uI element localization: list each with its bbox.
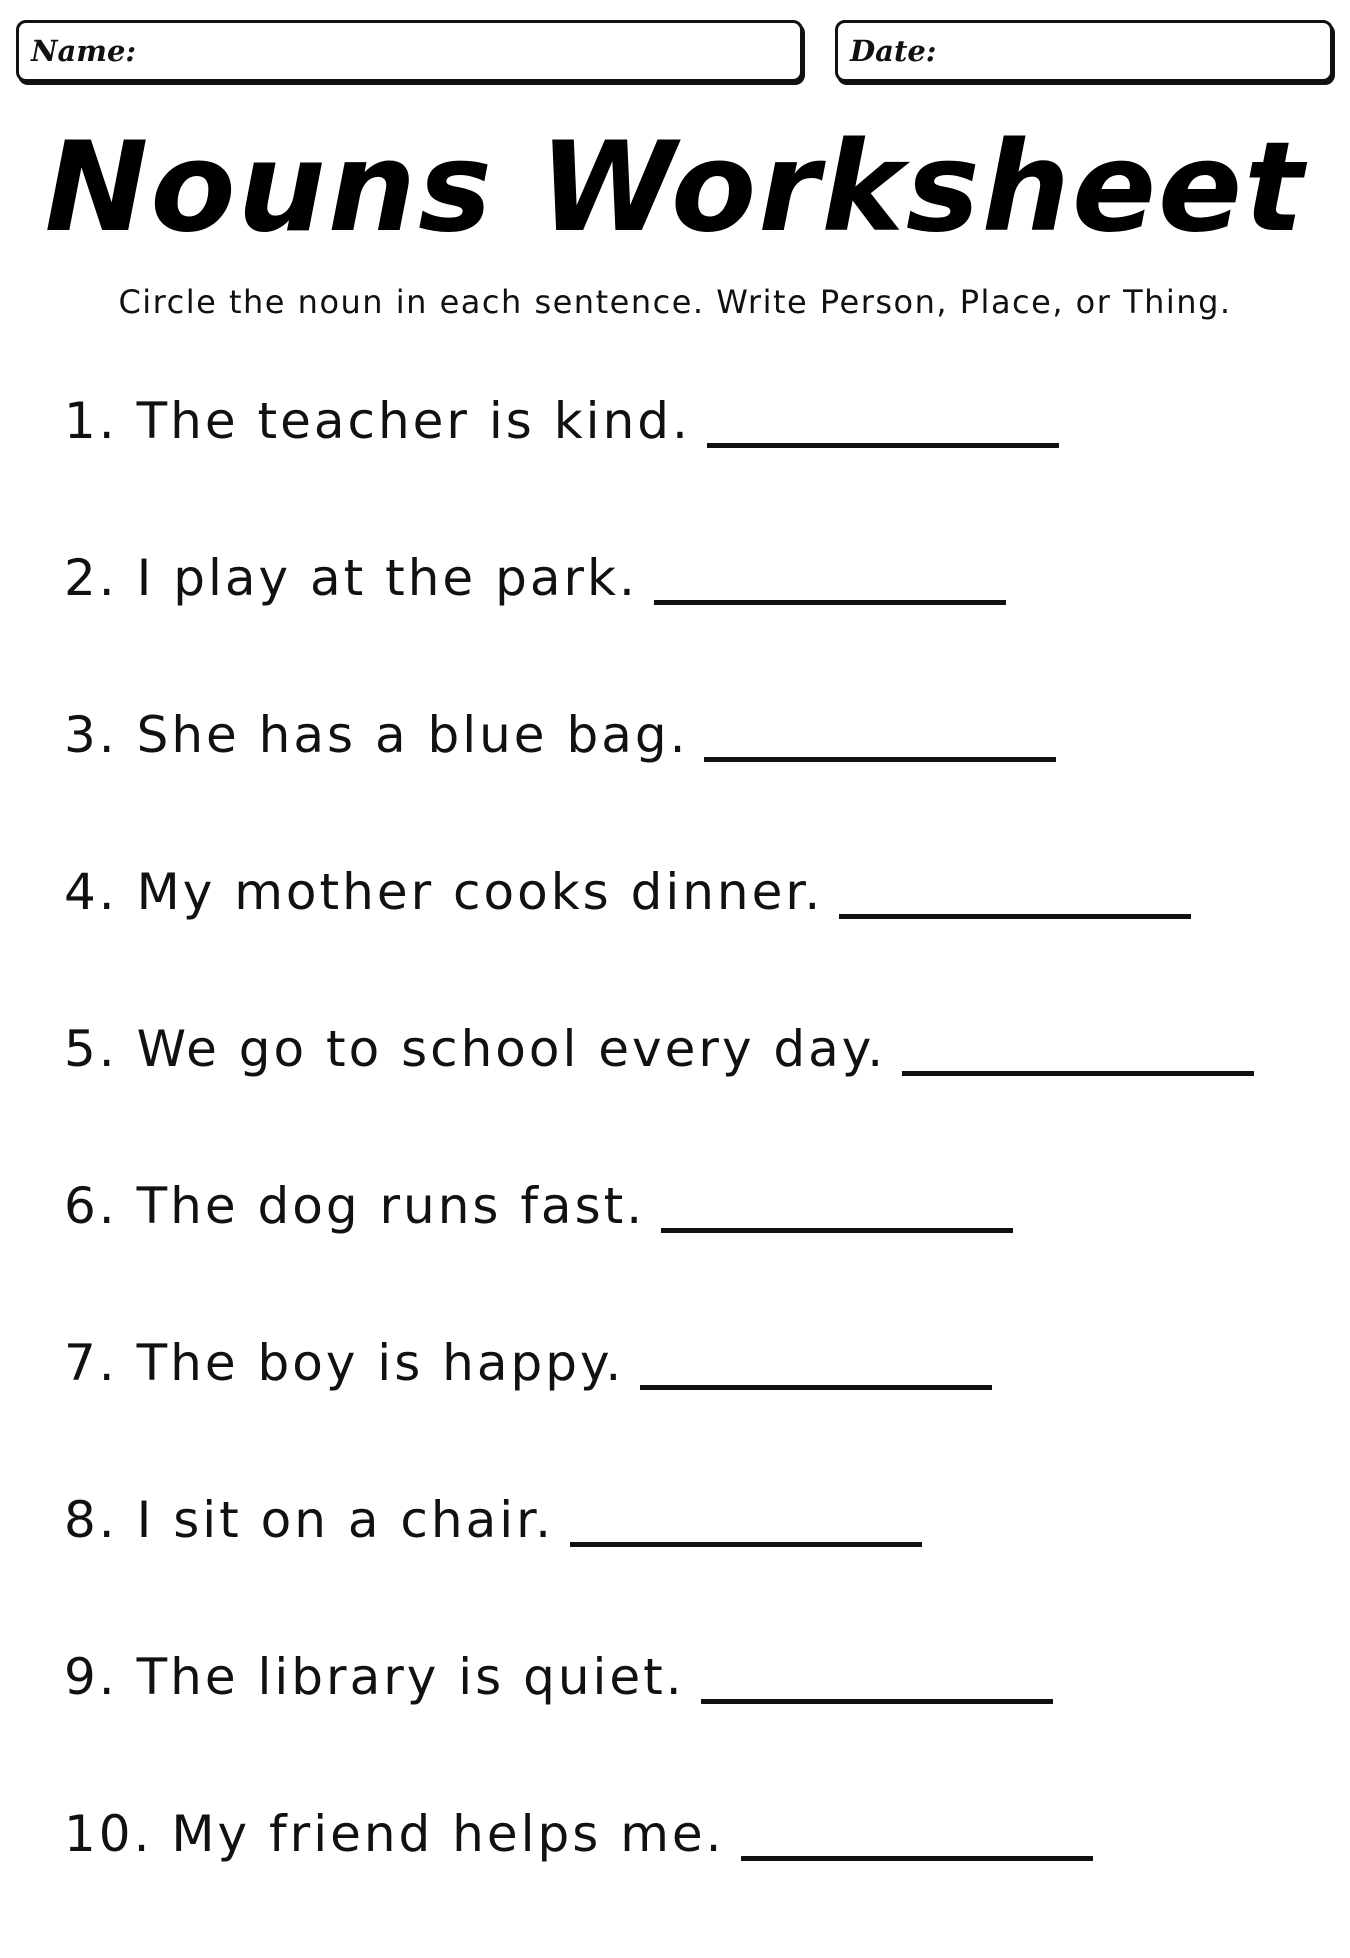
question-text: 5. We go to school every day.	[64, 1020, 887, 1078]
answer-line[interactable]	[704, 757, 1056, 762]
date-field-box	[835, 20, 1333, 82]
question-text: 2. I play at the park.	[64, 549, 638, 607]
answer-line[interactable]	[661, 1228, 1013, 1233]
answer-line[interactable]	[741, 1856, 1093, 1861]
name-input[interactable]	[137, 33, 786, 71]
question-item	[64, 1801, 1334, 1867]
date-label: Date:	[850, 34, 937, 68]
name-label: Name:	[31, 34, 137, 68]
answer-line[interactable]	[701, 1699, 1053, 1704]
question-item	[64, 1487, 1334, 1553]
name-field-box	[16, 20, 803, 82]
instructions: Circle the noun in each sentence. Write Person, Place, or Thing.	[118, 283, 1232, 321]
question-text: 8. I sit on a chair.	[64, 1491, 554, 1549]
question-item	[64, 1173, 1334, 1239]
question-text: 1. The teacher is kind.	[64, 392, 691, 450]
question-text: 4. My mother cooks dinner.	[64, 863, 824, 921]
question-text: 6. The dog runs fast.	[64, 1177, 646, 1235]
question-item	[64, 1016, 1334, 1082]
question-item	[64, 1330, 1334, 1396]
question-item	[64, 388, 1334, 454]
answer-line[interactable]	[902, 1071, 1254, 1076]
answer-line[interactable]	[654, 600, 1006, 605]
question-item	[64, 859, 1334, 925]
question-text: 9. The library is quiet.	[64, 1648, 685, 1706]
answer-line[interactable]	[640, 1385, 992, 1390]
date-input[interactable]	[938, 33, 1316, 71]
question-item	[64, 702, 1334, 768]
answer-line[interactable]	[707, 443, 1059, 448]
answer-line[interactable]	[839, 914, 1191, 919]
question-item	[64, 545, 1334, 611]
worksheet-title: Nouns Worksheet	[44, 116, 1306, 260]
question-list	[64, 388, 1334, 1958]
answer-line[interactable]	[570, 1542, 922, 1547]
question-item	[64, 1644, 1334, 1710]
question-text: 7. The boy is happy.	[64, 1334, 625, 1392]
question-text: 10. My friend helps me.	[64, 1805, 725, 1863]
question-text: 3. She has a blue bag.	[64, 706, 689, 764]
